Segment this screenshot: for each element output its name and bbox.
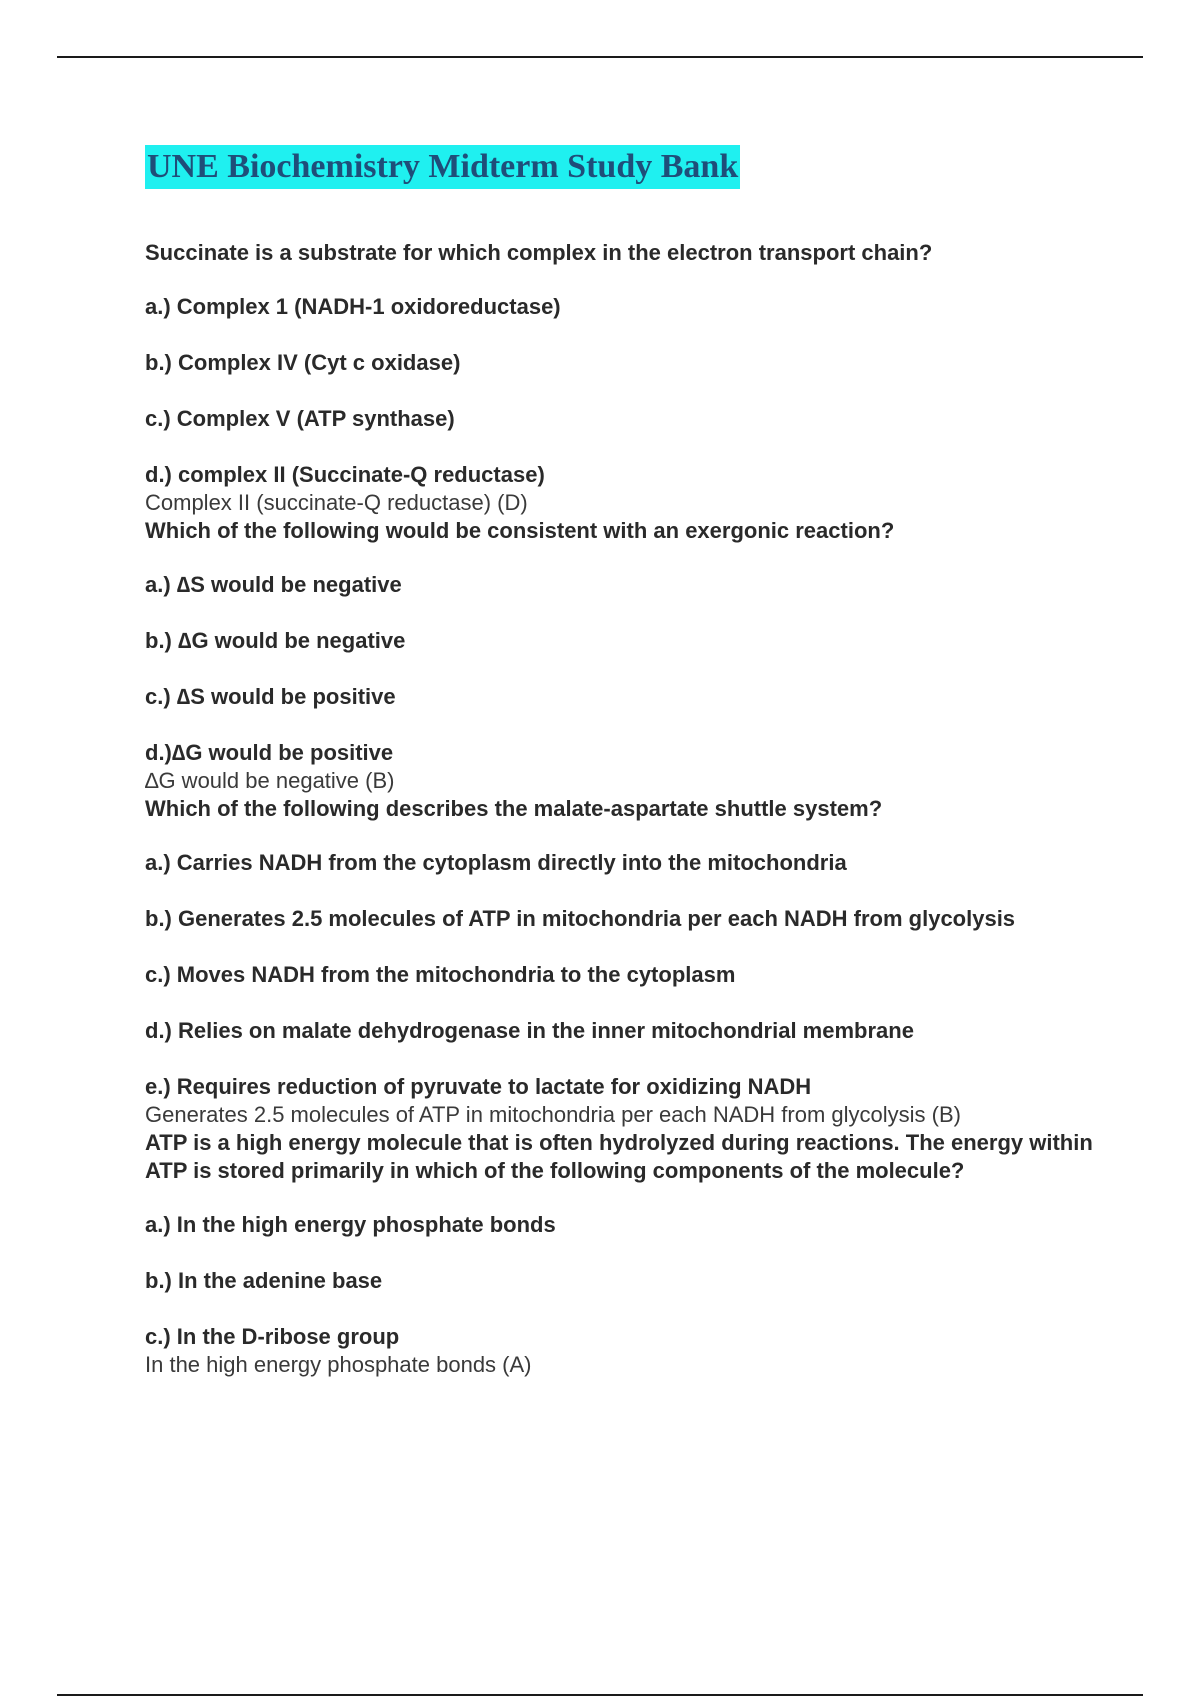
option-c: c.) ∆S would be positive [145, 684, 396, 709]
option-b: b.) In the adenine base [145, 1268, 383, 1293]
bottom-rule [57, 1694, 1143, 1696]
option-c: c.) Complex V (ATP synthase) [145, 406, 455, 431]
answer-text: ∆G would be negative (B) [145, 768, 395, 793]
option-a: a.) Carries NADH from the cytoplasm directly into the mitochondria [145, 850, 847, 875]
question-text: Which of the following would be consistent with an exergonic reaction? [145, 518, 895, 543]
question-text: ATP is a high energy molecule that is often hydrolyzed during reactions. The energy within ATP is stored primarily in which of the following components of the molecule? [145, 1130, 1093, 1183]
answer-text: In the high energy phosphate bonds (A) [145, 1352, 532, 1377]
answer-text: Complex II (succinate-Q reductase) (D) [145, 490, 528, 515]
question-block-2 [145, 517, 1095, 795]
option-b: b.) Generates 2.5 molecules of ATP in mitochondria per each NADH from glycolysis [145, 906, 1016, 931]
option-a: a.) Complex 1 (NADH-1 oxidoreductase) [145, 294, 561, 319]
option-d: d.)∆G would be positive [145, 740, 394, 765]
option-b: b.) ∆G would be negative [145, 628, 406, 653]
option-d: d.) Relies on malate dehydrogenase in the inner mitochondrial membrane [145, 1018, 914, 1043]
option-a: a.) In the high energy phosphate bonds [145, 1212, 556, 1237]
option-e: e.) Requires reduction of pyruvate to lactate for oxidizing NADH [145, 1074, 812, 1099]
option-c: c.) Moves NADH from the mitochondria to the cytoplasm [145, 962, 736, 987]
top-rule [57, 56, 1143, 58]
question-block-1 [145, 239, 1095, 517]
document-body [145, 145, 1095, 1379]
option-d: d.) complex II (Succinate-Q reductase) [145, 462, 545, 487]
option-c: c.) In the D-ribose group [145, 1324, 400, 1349]
page-title: UNE Biochemistry Midterm Study Bank [145, 145, 740, 189]
question-block-4 [145, 1129, 1095, 1379]
question-block-3 [145, 795, 1095, 1129]
question-text: Succinate is a substrate for which complex in the electron transport chain? [145, 240, 933, 265]
answer-text: Generates 2.5 molecules of ATP in mitochondria per each NADH from glycolysis (B) [145, 1102, 961, 1127]
option-a: a.) ∆S would be negative [145, 572, 402, 597]
question-text: Which of the following describes the malate-aspartate shuttle system? [145, 796, 883, 821]
option-b: b.) Complex IV (Cyt c oxidase) [145, 350, 461, 375]
